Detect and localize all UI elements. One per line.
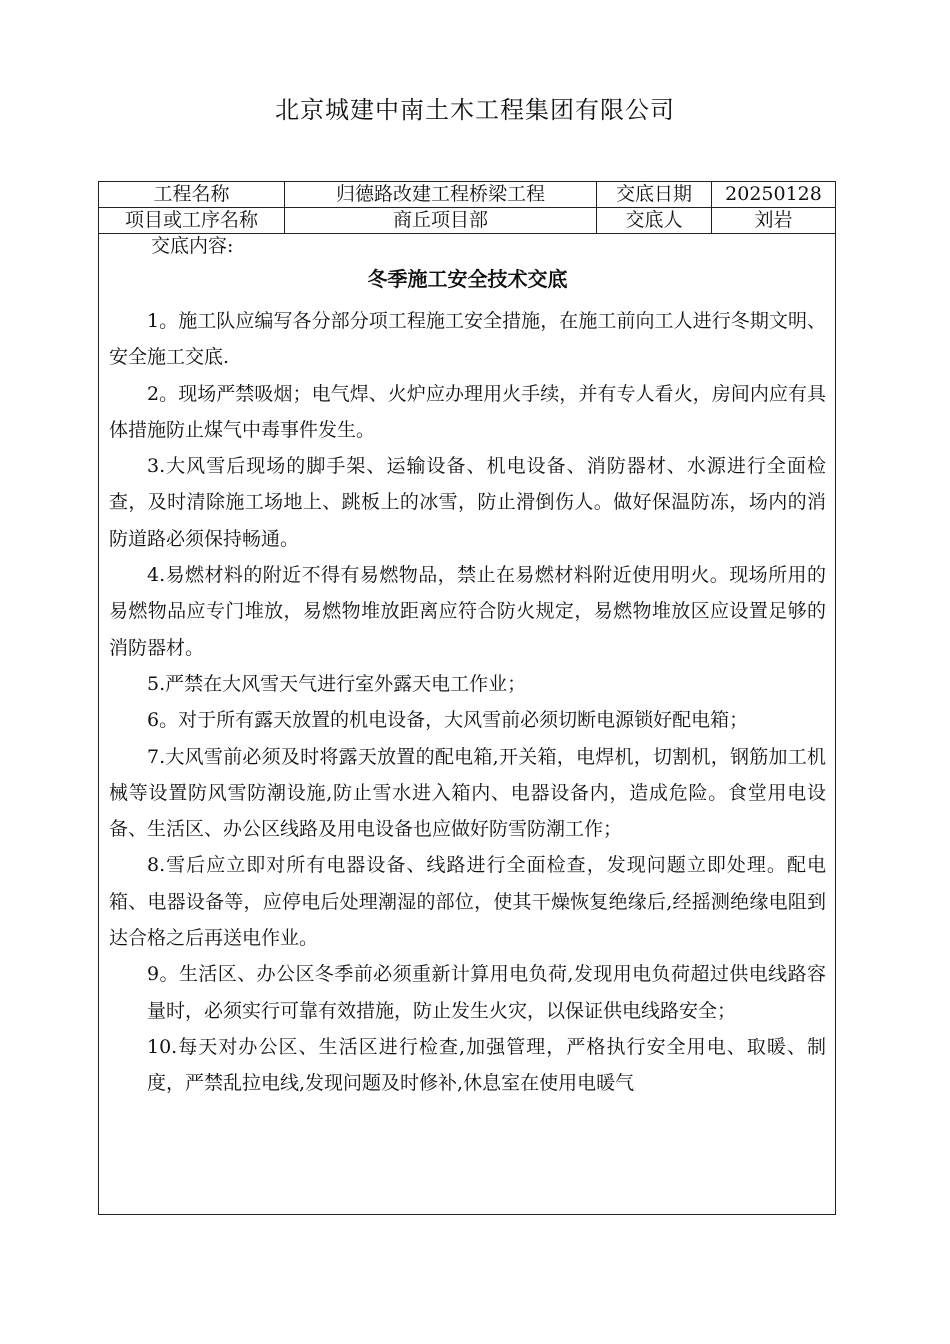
paragraph-6: 6。对于所有露天放置的机电设备，大风雪前必须切断电源锁好配电箱； [147,709,749,732]
paragraph-9: 9。生活区、办公区冬季前必须重新计算用电负荷,发现用电负荷超过供电线路容量时，必须实行可靠有效措施，防止发生火灾，以保证供电线路安全； [147,963,826,1022]
paragraph-5: 5.严禁在大风雪天气进行室外露天电工作业； [147,672,527,695]
project-name-value: 归德路改建工程桥梁工程 [285,182,597,208]
paragraph-7: 7.大风雪前必须及时将露天放置的配电箱,开关箱，电焊机，切割机，钢筋加工机械等设置防风雪防潮设施,防止雪水进入箱内、电器设备内，造成危险。食堂用电设备、生活区、办公区线路及用电设备也应做好防雪防潮工作； [109,745,826,841]
paragraph-1: 1。施工队应编写各分部分项工程施工安全措施，在施工前向工人进行冬期文明、安全施工交底. [109,310,826,369]
briefer-value: 刘岩 [712,208,836,234]
table-row [99,208,836,234]
briefing-table [98,181,836,1215]
content-heading: 冬季施工安全技术交底 [367,267,568,291]
table-row [99,182,836,208]
paragraph-2: 2。现场严禁吸烟；电气焊、火炉应办理用火手续，并有专人看火，房间内应有具体措施防止煤气中毒事件发生。 [109,382,826,441]
content-area [99,234,835,1214]
table-row [99,234,836,1215]
paragraph-3: 3.大风雪后现场的脚手架、运输设备、机电设备、消防器材、水源进行全面检查，及时清除施工场地上、跳板上的冰雪，防止滑倒伤人。做好保温防冻，场内的消防道路必须保持畅通。 [109,455,826,550]
process-name-label: 项目或工序名称 [99,208,285,234]
content-cell [99,234,836,1215]
briefing-date-label: 交底日期 [597,182,712,208]
process-name-value: 商丘项目部 [285,208,597,234]
project-name-label: 工程名称 [99,182,285,208]
briefer-label: 交底人 [597,208,712,234]
paragraph-8: 8.雪后应立即对所有电器设备、线路进行全面检查，发现问题立即处理。配电箱、电器设备等，应停电后处理潮湿的部位，使其干燥恢复绝缘后,经摇测绝缘电阻到达合格之后再送电作业。 [109,854,826,950]
briefing-date-value: 20250128 [712,182,836,208]
paragraph-10: 10.每天对办公区、生活区进行检查,加强管理，严格执行安全用电、取暖、制度，严禁乱拉电线,发现问题及时修补,休息室在使用电暖气 [147,1035,826,1095]
company-name: 北京城建中南土木工程集团有限公司 [275,96,675,124]
content-body [109,303,826,1102]
content-intro: 交底内容: [151,235,234,257]
paragraph-4: 4.易燃材料的附近不得有易燃物品，禁止在易燃材料附近使用明火。现场所用的易燃物品应专门堆放，易燃物堆放距离应符合防火规定，易燃物堆放区应设置足够的消防器材。 [109,564,826,659]
